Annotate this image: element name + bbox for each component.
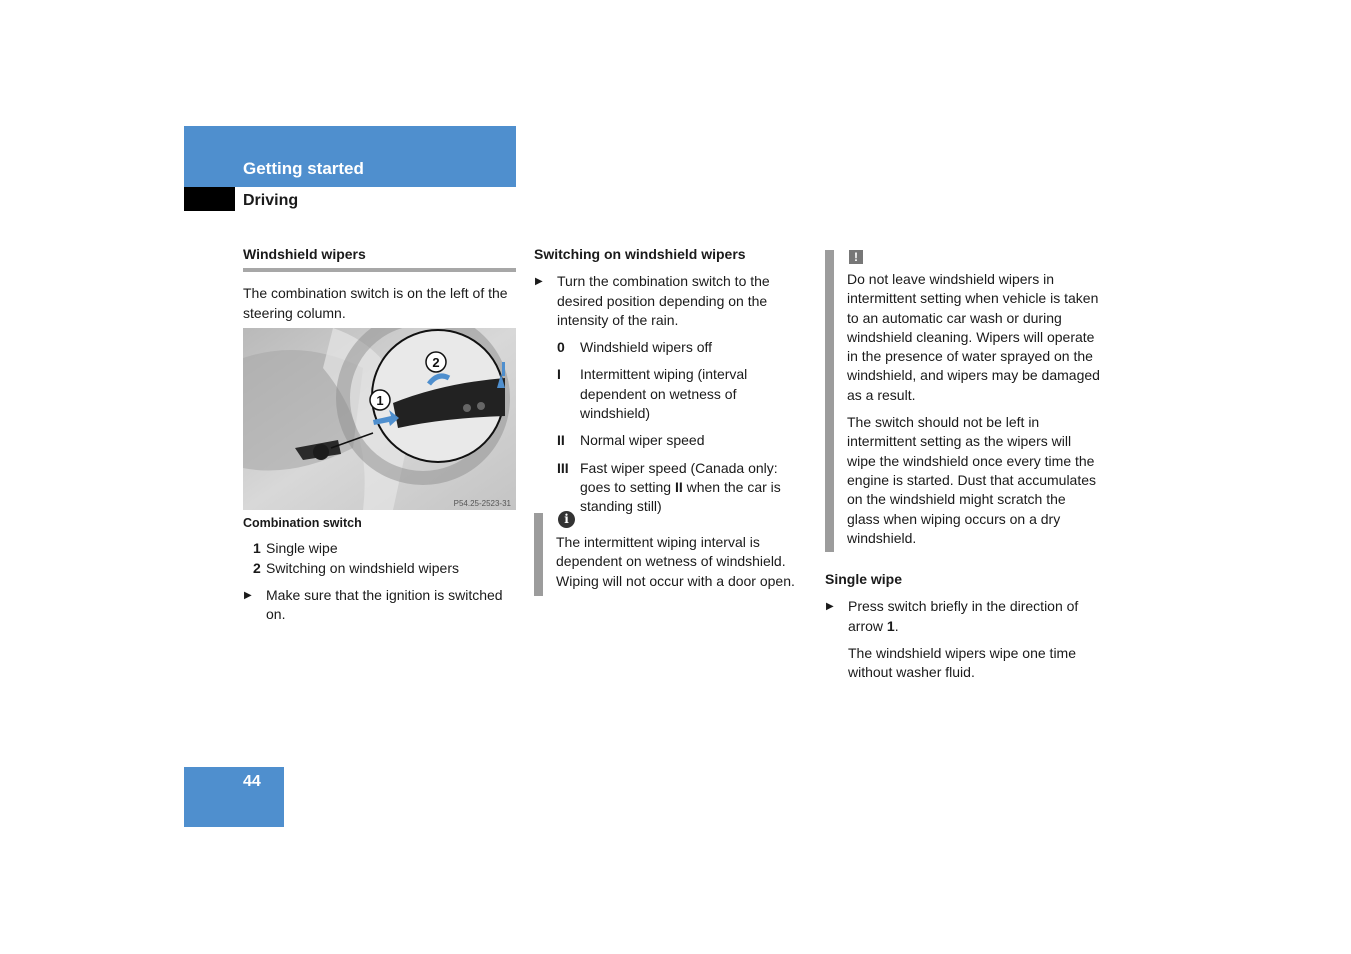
callout-2: 2 (432, 355, 440, 370)
bullet-triangle-icon: ▶ (826, 601, 834, 613)
heading-rule (243, 268, 516, 272)
position-number: 0 (557, 339, 565, 356)
windshield-wipers-heading: Windshield wipers (243, 246, 366, 262)
wiper-positions-list (557, 338, 808, 516)
position-number: III (557, 459, 569, 476)
list-item (253, 539, 516, 558)
position-number: I (557, 366, 561, 383)
position-text: Normal wiper speed (580, 432, 705, 449)
list-item (253, 559, 516, 578)
combination-switch-photo (243, 328, 516, 510)
photo-illustration (243, 328, 516, 510)
info-note-text: The intermittent wiping interval is dependent on wetness of windshield. Wiping will not occur with a door open. (556, 534, 795, 589)
single-wipe-section (825, 570, 1101, 682)
instruction-text: Turn the combination switch to the desired position depending on the intensity of the rain. (557, 273, 770, 328)
list-item (557, 431, 808, 450)
figure-caption: Combination switch (243, 516, 362, 530)
info-icon: i (558, 511, 575, 528)
single-wipe-heading: Single wipe (825, 571, 903, 587)
item-number: 2 (253, 559, 261, 576)
section-tab-marker (184, 187, 235, 211)
list-item (557, 338, 808, 357)
callout-1: 1 (376, 393, 384, 408)
column-1-lower (243, 514, 516, 624)
info-note-bar (534, 513, 543, 596)
list-item (557, 459, 808, 517)
single-wipe-result: The windshield wipers wipe one time without washer fluid. (848, 644, 1076, 681)
switching-on-heading: Switching on windshield wipers (534, 246, 746, 262)
item-text: Switching on windshield wipers (266, 559, 459, 576)
warning-paragraph-1: Do not leave windshield wipers in intermittent setting when vehicle is taken to an automatic car wash or during windshield cleaning. Wipers will operate in the presence of water sprayed on the windshield, and wipers may be damaged as a result. (847, 271, 1100, 403)
bullet-triangle-icon: ▶ (535, 276, 543, 288)
position-text: Fast wiper speed (Canada only: goes to setting II when the car is standing still) (580, 459, 781, 515)
item-text: Single wipe (266, 540, 338, 557)
page-number-box (184, 767, 284, 827)
warning-paragraph-2: The switch should not be left in intermittent setting as the wipers will wipe the windshield once every time the engine is started. Dust that accumulates on the windshield might scratch the glass when wiping occurs on a dry windshield. (847, 414, 1097, 546)
position-text: Intermittent wiping (interval dependent on wetness of windshield) (580, 366, 748, 422)
turn-switch-instruction (534, 272, 808, 330)
page-number: 44 (243, 773, 261, 790)
section-title: Getting started (243, 159, 364, 178)
figure-code: P54.25-2523-31 (453, 499, 511, 508)
warning-note (847, 270, 1101, 548)
intro-text: The combination switch is on the left of the steering column. (243, 285, 508, 321)
item-number: 1 (253, 540, 261, 557)
subsection-title: Driving (243, 192, 299, 209)
column-1 (243, 245, 516, 323)
press-switch-instruction (825, 597, 1101, 636)
instruction-text: Make sure that the ignition is switched on. (266, 586, 503, 623)
list-item (557, 365, 808, 423)
position-number: II (557, 432, 565, 449)
warning-icon: ! (849, 250, 863, 264)
position-text: Windshield wipers off (580, 339, 713, 356)
bullet-triangle-icon: ▶ (244, 589, 252, 601)
instruction-text: Press switch briefly in the direction of arrow 1. (848, 598, 1079, 634)
ignition-instruction (243, 586, 516, 625)
callout-list (243, 539, 516, 578)
warning-note-bar (825, 250, 834, 552)
column-2 (534, 245, 808, 517)
